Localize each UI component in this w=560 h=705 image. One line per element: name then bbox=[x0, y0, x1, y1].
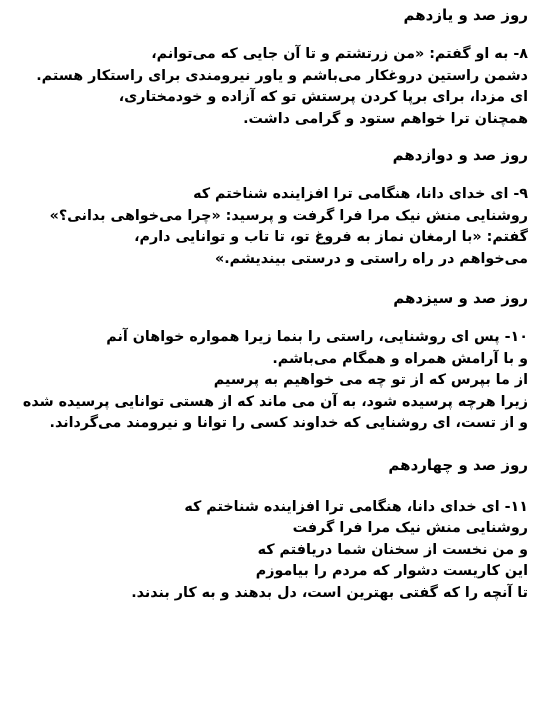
verse-line: و از تست، ای روشنایی که خداوند کسی را توانا و نیرومند می‌گرداند. bbox=[49, 415, 528, 431]
day-heading: روز صد و یازدهم bbox=[403, 6, 528, 24]
verse-line: ۱۰- پس ای روشنایی، راستی را بنما زیرا همواره خواهان آنم bbox=[106, 329, 528, 345]
verse-line: و با آرامش همراه و همگام می‌باشم. bbox=[272, 350, 528, 367]
verse-line: ای مزدا، برای برپا کردن پرستش تو که آزاده و خودمختاری، bbox=[118, 89, 528, 105]
day-heading: روز صد و دوازدهم bbox=[392, 146, 528, 164]
verse-line: گفتم: «با ارمغان نماز به فروغ تو، تا تاب و توانایی دارم، bbox=[134, 229, 528, 245]
day-section-112 bbox=[12, 144, 528, 270]
verse-line: ۱۱- ای خدای دانا، هنگامی ترا افزاینده شناختم که bbox=[184, 498, 528, 515]
day-heading: روز صد و سیزدهم bbox=[393, 289, 528, 307]
verse-line: ۹- ای خدای دانا، هنگامی ترا افزاینده شناختم که bbox=[193, 186, 528, 202]
verse-line: همچنان ترا خواهم ستود و گرامی داشت. bbox=[243, 110, 528, 127]
verse-line: می‌خواهم در راه راستی و درستی بیندیشم.» bbox=[214, 250, 528, 267]
day-heading: روز صد و چهاردهم bbox=[388, 455, 528, 474]
day-section-111 bbox=[12, 4, 528, 130]
verse-line: این کاریست دشوار که مردم را بیاموزم bbox=[255, 563, 528, 579]
verse-line: و من نخست از سخنان شما دریافتم که bbox=[257, 541, 528, 558]
verse-line: روشنایی منش نیک مرا فرا گرفت و پرسید: «چرا می‌خواهی بدانی؟» bbox=[49, 207, 528, 224]
day-section-114 bbox=[12, 454, 528, 605]
day-section-113 bbox=[12, 287, 528, 435]
verse-line: تا آنچه را که گفتی بهترین است، دل بدهند و به کار بندند. bbox=[131, 584, 528, 601]
verse-line: زیرا هرچه پرسیده شود، به آن می ماند که از هستی توانایی پرسیده شده bbox=[22, 393, 528, 410]
verse-line: دشمن راستین دروغکار می‌باشم و یاور نیرومندی برای راستکار هستم. bbox=[36, 67, 528, 84]
verse-line: ۸- به او گفتم: «من زرتشتم و تا آن جایی که می‌توانم، bbox=[151, 46, 528, 62]
verse-line: از ما بپرس که از تو چه می خواهیم به پرسیم bbox=[213, 372, 528, 388]
verse-line: روشنایی منش نیک مرا فرا گرفت bbox=[292, 520, 528, 536]
